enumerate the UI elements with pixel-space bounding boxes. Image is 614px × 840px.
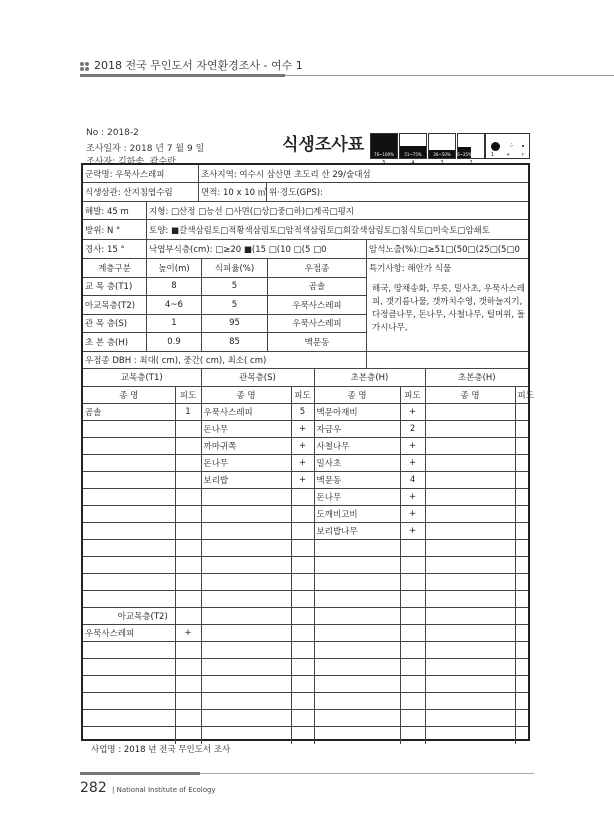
cover-value: [175, 557, 201, 574]
layer-cell: 우묵사스레피: [268, 315, 367, 334]
cover-value: [175, 522, 201, 539]
species-name: 사철나무: [314, 437, 400, 454]
species-name: [201, 488, 291, 505]
cover-value: [175, 642, 201, 659]
cover-value: [291, 676, 314, 693]
cover-value: [515, 420, 528, 437]
cover-value: [291, 710, 314, 727]
species-name: [83, 454, 175, 471]
cover-value: [515, 522, 528, 539]
table-row: [83, 676, 528, 693]
species-name: [314, 591, 400, 608]
species-name: 도깨비고비: [314, 505, 400, 522]
layer-cell: 5: [202, 278, 268, 297]
cover-value: [291, 642, 314, 659]
cover-value: [175, 574, 201, 591]
species-name: [83, 557, 175, 574]
cover-value: [175, 539, 201, 556]
species-name: 돈나무: [201, 454, 291, 471]
species-name: 아교목층(T2): [83, 608, 175, 625]
species-name: 자금우: [314, 420, 400, 437]
species-name: [201, 710, 291, 727]
cover-value: [291, 557, 314, 574]
table-row: [83, 574, 528, 591]
cover-label: 51~75%: [404, 152, 422, 157]
species-name: [425, 676, 515, 693]
cover-value: [400, 608, 425, 625]
remarks-box: [367, 259, 528, 352]
table-row: [83, 642, 528, 659]
layer-cell: 1: [147, 315, 202, 334]
table-row: [83, 710, 528, 727]
cover-value: +: [400, 522, 425, 539]
cover-value: [291, 659, 314, 676]
species-name: [314, 659, 400, 676]
species-name: [425, 710, 515, 727]
table-row: [83, 454, 528, 471]
species-group-row: [83, 369, 528, 386]
cover-value: [291, 574, 314, 591]
cover-value: [291, 488, 314, 505]
cover-value: [515, 574, 528, 591]
species-name: [314, 693, 400, 710]
table-row: [83, 403, 528, 420]
species-name: 돈나무: [314, 488, 400, 505]
species-name: [201, 591, 291, 608]
cover-label: 26~50%: [433, 152, 451, 157]
layer-header: 계층구분: [83, 259, 147, 278]
remarks-label: 특기사항: 해안가 식물: [369, 264, 452, 274]
species-name: [314, 710, 400, 727]
species-name: [201, 608, 291, 625]
species-name: [83, 488, 175, 505]
cover-value: [175, 710, 201, 727]
species-name: 곰솔: [83, 403, 175, 420]
cover-class-box: [370, 133, 398, 159]
species-name: [425, 591, 515, 608]
species-name: [201, 659, 291, 676]
cover-value: +: [400, 454, 425, 471]
layer-cell: 곰솔: [268, 278, 367, 297]
cover-value: [291, 625, 314, 642]
table-row: [83, 539, 528, 556]
species-name: [83, 437, 175, 454]
soil-field: 토양: ■갈색삼림토□적황색삼림토□암적색삼림토□회갈색삼림토□침식토□미숙토□암쇄토: [147, 220, 528, 240]
slope-field: 경사: 15 °: [83, 240, 147, 259]
species-name: [201, 642, 291, 659]
species-name: [314, 608, 400, 625]
cover-value: +: [400, 403, 425, 420]
cover-value: +: [291, 420, 314, 437]
cover-class-number: 3: [440, 160, 444, 166]
cover-fill: [400, 146, 426, 158]
dot-large-icon: [491, 142, 500, 151]
species-name: [201, 574, 291, 591]
species-name: [314, 727, 400, 744]
cover-value: [175, 420, 201, 437]
cover-value: [291, 727, 314, 744]
cover-value: [175, 437, 201, 454]
header-rule: [80, 74, 285, 77]
species-name: 우묵사스레피: [83, 625, 175, 642]
species-column-header: 피도: [515, 386, 528, 403]
cover-class-box: [428, 133, 456, 159]
layer-cell: 초 본 층(H): [83, 333, 147, 352]
dbh-field: 우점종 DBH : 최대( cm), 중간( cm), 최소( cm): [83, 352, 367, 369]
species-name: 밀사초: [314, 454, 400, 471]
species-name: [425, 403, 515, 420]
species-column-header: 피도: [175, 386, 201, 403]
physiognomy-field: 식생상관: 산지침엽수림: [83, 183, 199, 202]
layer-cell: 관 목 층(S): [83, 315, 147, 334]
table-row: [83, 591, 528, 608]
species-name: [201, 625, 291, 642]
cover-class-box: [457, 133, 485, 159]
species-group-header: 초본층(H): [425, 369, 528, 386]
publisher: | National Institute of Ecology: [112, 786, 216, 794]
table-row: [83, 557, 528, 574]
species-name: [425, 557, 515, 574]
species-column-header: 종 명: [314, 386, 400, 403]
surveyors: 조사자: 김하송, 곽수란: [86, 157, 176, 167]
page-number: 282: [80, 780, 107, 796]
cover-value: [515, 642, 528, 659]
table-row: [83, 437, 528, 454]
species-name: [201, 676, 291, 693]
species-name: 보리밥: [201, 471, 291, 488]
species-name: [201, 727, 291, 744]
rock-field: 암석노출(%):□≥51□(50□(25□(5□0: [367, 240, 528, 259]
cover-value: +: [291, 471, 314, 488]
cover-value: [175, 727, 201, 744]
cover-class-number: 4: [411, 160, 415, 166]
species-name: [425, 420, 515, 437]
sparse-legend-labels: [485, 152, 530, 158]
table-row: [83, 625, 528, 642]
cover-value: [515, 505, 528, 522]
cover-value: [175, 591, 201, 608]
species-column-header: 종 명: [201, 386, 291, 403]
species-name: [83, 505, 175, 522]
table-row: [83, 608, 528, 625]
cover-value: [400, 642, 425, 659]
cover-value: [400, 693, 425, 710]
species-name: [314, 642, 400, 659]
blank-cell: [367, 352, 528, 369]
cover-class-number: 5: [382, 160, 386, 166]
form-no: No : 2018-2: [86, 128, 139, 138]
layer-cell: 아교목층(T2): [83, 296, 147, 315]
layer-cell: 0.9: [147, 333, 202, 352]
footer-rule: [80, 772, 200, 775]
cover-value: [515, 471, 528, 488]
cover-value: +: [400, 488, 425, 505]
species-name: [425, 625, 515, 642]
remarks-text: 해국, 땅채송화, 무릇, 밀사초, 우묵사스레피, 갯기름나물, 갯까치수영, 갯하늘지기, 다정큼나무, 돈나무, 사철나무, 털머위, 돌가시나무,: [372, 284, 525, 333]
cover-value: [400, 574, 425, 591]
species-name: [425, 727, 515, 744]
cover-label: 76~100%: [374, 152, 394, 157]
species-name: [314, 557, 400, 574]
cover-value: [515, 403, 528, 420]
species-name: [201, 557, 291, 574]
cover-value: [291, 693, 314, 710]
cover-value: [400, 727, 425, 744]
species-name: [425, 539, 515, 556]
cover-value: [400, 557, 425, 574]
layer-header: 높이(m): [147, 259, 202, 278]
species-name: [83, 591, 175, 608]
community-field: 군락명: 우묵사스레피: [83, 165, 199, 183]
cover-value: [175, 659, 201, 676]
species-name: 우묵사스레피: [201, 403, 291, 420]
cover-value: [175, 471, 201, 488]
species-name: [83, 574, 175, 591]
table-row: [83, 420, 528, 437]
cover-value: [515, 659, 528, 676]
species-name: [425, 505, 515, 522]
cover-value: +: [400, 505, 425, 522]
species-name: 맥문아재비: [314, 403, 400, 420]
cover-value: [175, 676, 201, 693]
species-name: [425, 437, 515, 454]
cover-value: [291, 505, 314, 522]
cover-value: [515, 710, 528, 727]
cover-value: +: [291, 437, 314, 454]
species-name: [201, 505, 291, 522]
survey-table: [81, 163, 534, 741]
cover-value: [515, 539, 528, 556]
running-header: [80, 57, 303, 73]
layer-header: 우점종: [268, 259, 367, 278]
layer-header: 식피율(%): [202, 259, 268, 278]
altitude-field: 해발: 45 m: [83, 202, 147, 220]
cover-fill: [371, 134, 397, 158]
area-field: 면적: 10 x 10 ㎡: [199, 183, 267, 202]
species-name: 보리밥나무: [314, 522, 400, 539]
cover-class-number: 2: [469, 160, 473, 166]
species-name: [425, 471, 515, 488]
cover-value: 4: [400, 471, 425, 488]
cover-value: +: [175, 625, 201, 642]
cover-label: 6~25%: [457, 152, 472, 157]
species-name: [314, 625, 400, 642]
species-name: [314, 539, 400, 556]
species-name: [425, 488, 515, 505]
species-group-header: 교목층(T1): [83, 369, 201, 386]
species-name: [201, 693, 291, 710]
litter-field: 낙엽부식층(cm): □≥20 ■(15 □(10 □(5 □0: [147, 240, 367, 259]
cover-value: [291, 608, 314, 625]
legend-num: +: [505, 152, 511, 158]
cover-value: [175, 505, 201, 522]
cover-value: [291, 591, 314, 608]
dot-small-icon: [522, 145, 524, 147]
header-rule-thin: [285, 75, 614, 76]
cover-value: [175, 454, 201, 471]
species-name: [425, 693, 515, 710]
layer-cell: 4~6: [147, 296, 202, 315]
species-name: 돈나무: [201, 420, 291, 437]
species-name: [201, 522, 291, 539]
cover-fill: [429, 150, 455, 158]
cover-value: [515, 454, 528, 471]
species-table: [83, 369, 534, 744]
cover-value: [400, 710, 425, 727]
cover-value: +: [291, 454, 314, 471]
cover-value: [400, 625, 425, 642]
species-column-header: 피도: [291, 386, 314, 403]
layer-cell: 맥문동: [268, 333, 367, 352]
species-name: [425, 522, 515, 539]
bullet-dots-icon: [80, 62, 89, 71]
species-name: [425, 608, 515, 625]
species-group-header: 관목층(S): [201, 369, 314, 386]
cover-value: [515, 488, 528, 505]
table-row: [83, 488, 528, 505]
cover-value: [400, 539, 425, 556]
species-column-header: 종 명: [425, 386, 515, 403]
cover-value: [175, 608, 201, 625]
cover-value: [400, 591, 425, 608]
species-name: [83, 539, 175, 556]
species-column-row: [83, 386, 528, 403]
site-field: 조사지역: 여수시 삼산면 초도리 산 29/술대섬: [199, 165, 528, 183]
species-name: [83, 659, 175, 676]
table-row: [83, 471, 528, 488]
project-name: 사업명 : 2018 년 전국 무인도서 조사: [91, 745, 231, 755]
species-name: [83, 471, 175, 488]
footer-rule-thin: [200, 773, 534, 774]
legend-num: 1: [490, 152, 495, 158]
layer-cell: 95: [202, 315, 268, 334]
layer-cell: 85: [202, 333, 268, 352]
cover-value: [515, 591, 528, 608]
table-row: [83, 693, 528, 710]
layer-cell: 교 목 층(T1): [83, 278, 147, 297]
cover-value: [515, 608, 528, 625]
table-row: [83, 522, 528, 539]
species-name: [83, 727, 175, 744]
species-name: [425, 642, 515, 659]
species-name: [83, 676, 175, 693]
table-row: [83, 727, 528, 744]
species-name: [83, 710, 175, 727]
cover-value: 2: [400, 420, 425, 437]
gps-field: 위·경도(GPS):: [267, 183, 528, 202]
species-name: [83, 522, 175, 539]
cover-value: 1: [175, 403, 201, 420]
cover-value: [515, 693, 528, 710]
species-name: [83, 642, 175, 659]
table-row: [83, 659, 528, 676]
cover-value: [515, 676, 528, 693]
aspect-field: 방위: N °: [83, 220, 147, 240]
cover-value: [175, 693, 201, 710]
cover-class-box: [399, 133, 427, 159]
species-name: 맥문동: [314, 471, 400, 488]
cover-value: [400, 676, 425, 693]
table-row: [83, 505, 528, 522]
header-title: 2018 전국 무인도서 자연환경조사 - 여수 1: [94, 59, 303, 72]
cover-value: [515, 557, 528, 574]
layer-cell: 5: [202, 296, 268, 315]
species-name: [83, 693, 175, 710]
cover-value: [175, 488, 201, 505]
cover-value: +: [400, 437, 425, 454]
species-name: [201, 539, 291, 556]
species-name: [425, 574, 515, 591]
cover-value: [515, 625, 528, 642]
survey-date: 조사일자 : 2018 년 7 월 9 일: [86, 144, 205, 154]
cover-value: [291, 539, 314, 556]
cover-fill: [458, 147, 471, 158]
species-name: [314, 574, 400, 591]
legend-num: r: [522, 152, 525, 158]
layer-cell: 우묵사스레피: [268, 296, 367, 315]
species-name: [314, 676, 400, 693]
species-group-header: 초본층(H): [314, 369, 425, 386]
species-name: 까마귀쪽: [201, 437, 291, 454]
dot-scatter-icon: ⁘: [508, 142, 514, 150]
species-column-header: 피도: [400, 386, 425, 403]
form-title: 식생조사표: [282, 135, 365, 155]
species-name: [425, 659, 515, 676]
species-name: [83, 420, 175, 437]
species-name: [425, 454, 515, 471]
cover-value: [400, 659, 425, 676]
layer-cell: 8: [147, 278, 202, 297]
terrain-field: 지형: □산정 □능선 □사면(□상□중□하)□계곡□평지: [147, 202, 528, 220]
cover-value: [291, 522, 314, 539]
species-column-header: 종 명: [83, 386, 175, 403]
cover-value: 5: [291, 403, 314, 420]
cover-value: [515, 437, 528, 454]
cover-value: [515, 727, 528, 744]
